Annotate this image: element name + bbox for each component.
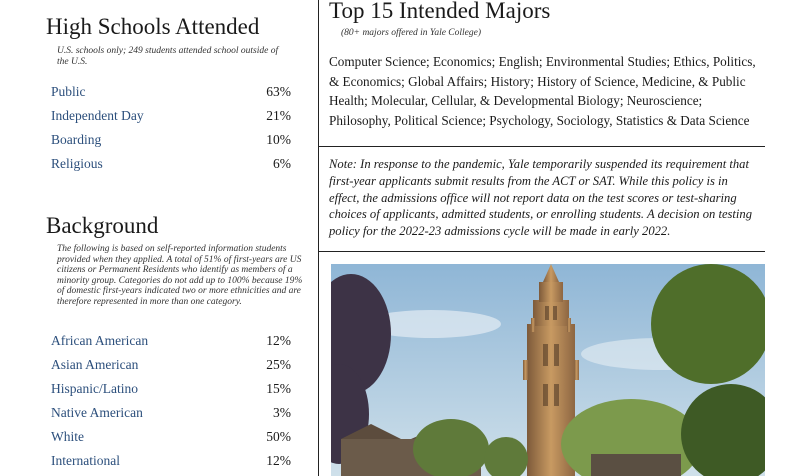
row-value: 12% — [266, 333, 291, 348]
row-label: Native American — [51, 405, 143, 420]
section-divider — [319, 146, 765, 147]
background-note: The following is based on self-reported information students provided when they applied. A total of 51% of first-years are US citizens or Permanent Residents who identify as members of a minority group. Categories do not add up to 100% because 19% of domestic first-years indicated two or more ethnicities and are therefore represented in more than one category. — [57, 244, 303, 307]
majors-list: Computer Science; Economics; English; Environmental Studies; Ethics, Politics, & Economics; Global Affairs; History; History of Science, Medicine, & Public Health; Molecular, Cellular, & Developmental Biology; Neuroscience; Philosophy, Political Science; Psychology, Sociology, Statistics & Data Science — [329, 54, 756, 128]
high-schools-title: High Schools Attended — [46, 14, 260, 39]
list-item — [51, 429, 291, 449]
row-label: African American — [51, 333, 149, 348]
row-value: 3% — [273, 405, 291, 420]
list-item — [51, 381, 291, 401]
list-item — [51, 357, 291, 377]
list-item — [51, 108, 291, 128]
row-label: Boarding — [51, 132, 102, 147]
pandemic-note: Note: In response to the pandemic, Yale temporarily suspended its requirement that first-year applicants submit results from the ACT or SAT. While this policy is in effect, the admissions office will not report data on the test scores or test-sharing choices of applicants, admitted students, or enrolling students. A decision on testing policy for the 2022-23 admissions cycle will be made in early 2022. — [329, 157, 753, 239]
row-label: White — [51, 429, 84, 444]
row-label: Hispanic/Latino — [51, 381, 138, 396]
row-label: Religious — [51, 156, 103, 171]
row-label: Asian American — [51, 357, 139, 372]
campus-photo — [331, 264, 765, 476]
list-item — [51, 405, 291, 425]
row-value: 25% — [266, 357, 291, 372]
row-value: 21% — [266, 108, 291, 123]
list-item — [51, 84, 291, 104]
row-label: Independent Day — [51, 108, 144, 123]
list-item — [51, 333, 291, 353]
background-title: Background — [46, 213, 159, 238]
row-value: 15% — [266, 381, 291, 396]
row-value: 12% — [266, 453, 291, 468]
list-item — [51, 132, 291, 152]
row-label: International — [51, 453, 120, 468]
row-value: 10% — [266, 132, 291, 147]
list-item — [51, 156, 291, 176]
majors-subtitle: (80+ majors offered in Yale College) — [341, 28, 482, 38]
row-value: 63% — [266, 84, 291, 99]
majors-title: Top 15 Intended Majors — [329, 0, 551, 23]
row-label: Public — [51, 84, 86, 99]
harkness-tower-photo — [331, 264, 765, 476]
row-value: 50% — [266, 429, 291, 444]
section-divider — [319, 251, 765, 252]
list-item — [51, 453, 291, 473]
high-schools-note: U.S. schools only; 249 students attended school outside of the U.S. — [57, 46, 279, 67]
row-value: 6% — [273, 156, 291, 171]
column-divider — [318, 0, 319, 476]
